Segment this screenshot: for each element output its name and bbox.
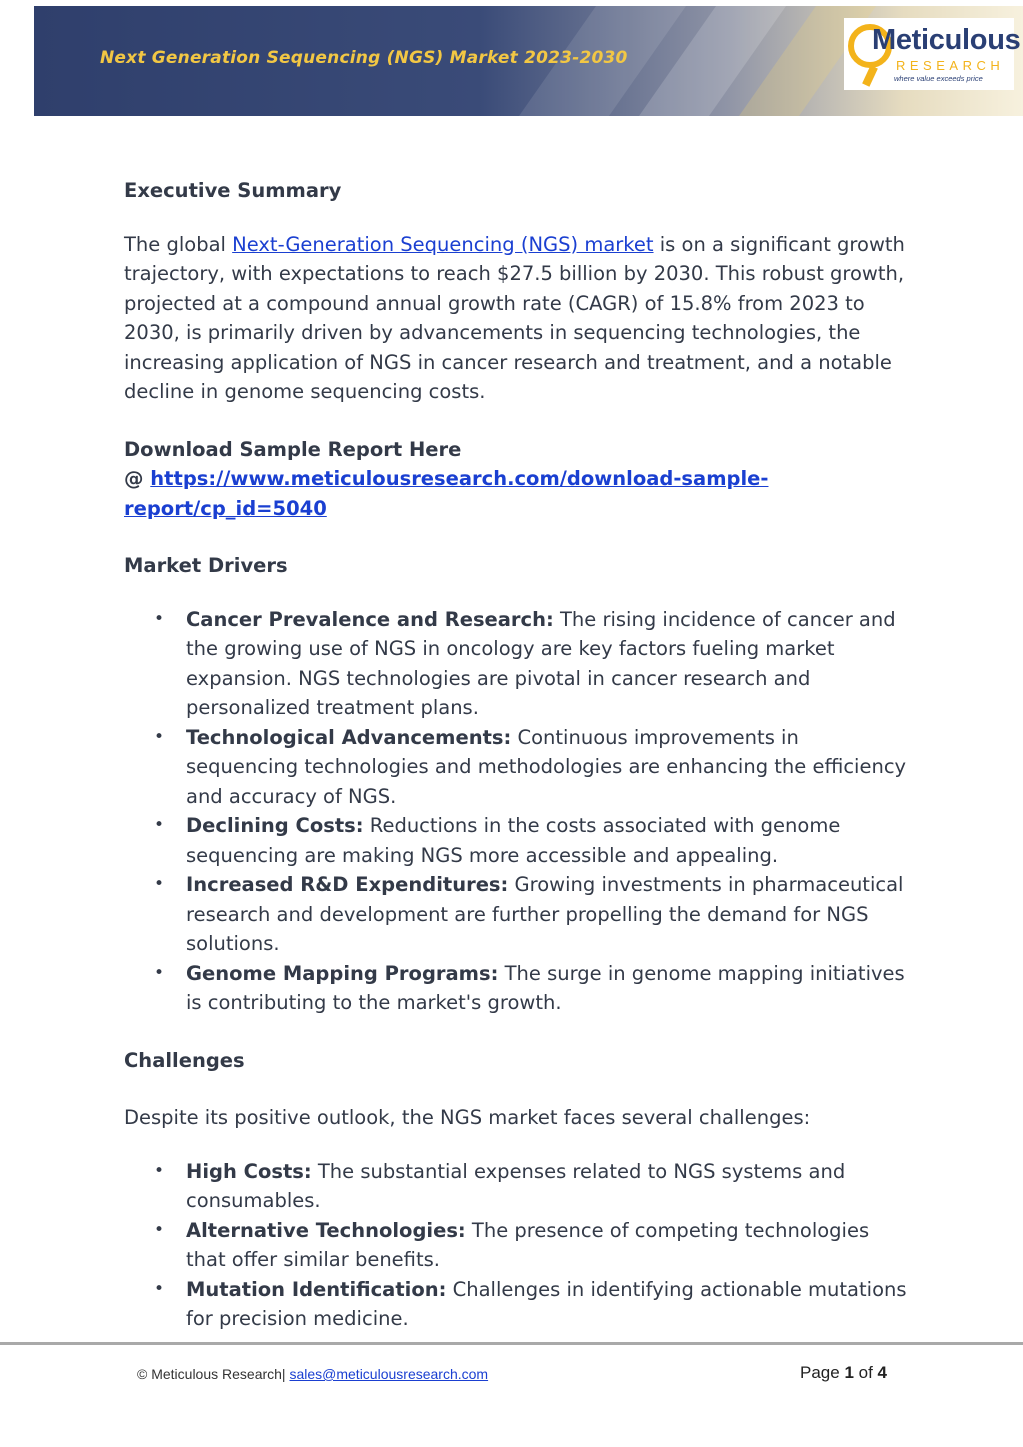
item-label: High Costs: (186, 1159, 312, 1183)
item-label: Alternative Technologies: (186, 1218, 466, 1242)
list-item (124, 811, 914, 870)
download-sample-link[interactable]: https://www.meticulousresearch.com/download-sample-report/cp_id=5040 (124, 467, 769, 520)
executive-summary-paragraph (124, 230, 914, 407)
list-item (124, 1216, 914, 1275)
item-label: Mutation Identification: (186, 1277, 447, 1301)
header-banner (34, 6, 1023, 116)
challenges-heading: Challenges (124, 1048, 245, 1072)
footer-copyright (137, 1366, 488, 1382)
item-text: The presence of competing technologies that offer similar benefits. (186, 1218, 870, 1271)
list-item (124, 723, 914, 812)
footer-divider (0, 1342, 1023, 1345)
item-text: The substantial expenses related to NGS systems and consumables. (186, 1159, 846, 1212)
logo-tagline: where value exceeds price (894, 74, 983, 83)
item-text: Challenges in identifying actionable mutations for precision medicine. (186, 1277, 907, 1330)
download-heading: Download Sample Report Here (124, 437, 462, 461)
magnifier-handle (862, 65, 878, 87)
download-prefix: @ (124, 467, 151, 490)
logo-sub: RESEARCH (896, 58, 1005, 73)
item-text: Growing investments in pharmaceutical research and development are further propelling the demand for NGS solutions. (186, 873, 904, 955)
meticulous-logo (844, 18, 1021, 90)
item-text: The surge in genome mapping initiatives is contributing to the market's growth. (186, 961, 905, 1014)
item-label: Increased R&D Expenditures: (186, 873, 509, 896)
copyright-text: © Meticulous Research| (137, 1366, 290, 1382)
item-label: Declining Costs: (186, 814, 364, 837)
market-drivers-heading: Market Drivers (124, 554, 288, 577)
list-item (124, 605, 914, 723)
sales-email-link[interactable]: sales@meticulousresearch.com (289, 1366, 489, 1382)
download-line (124, 464, 914, 523)
page-number: 1 (844, 1363, 854, 1382)
item-text: Continuous improvements in sequencing technologies and methodologies are enhancing the efficiency and accuracy of NGS. (186, 725, 907, 808)
page-indicator (800, 1363, 887, 1383)
list-item (124, 959, 914, 1018)
of-word: of (853, 1363, 878, 1382)
summary-text-end: is on a significant growth trajectory, with expectations to reach $27.5 billion by 2030. This robust growth, projected at a compound annual growth rate (CAGR) of 15.8% from 2023 to 2030, is primarily driven by advancements in sequencing technologies, the increasing application of NGS in cancer research and treatment, and a notable decline in genome sequencing costs. (124, 232, 905, 403)
page-total: 4 (877, 1363, 887, 1382)
market-drivers-list (124, 605, 914, 1018)
executive-summary-heading: Executive Summary (124, 179, 342, 202)
list-item (124, 1275, 914, 1334)
item-text: Reductions in the costs associated with genome sequencing are making NGS more accessible and appealing. (186, 814, 841, 867)
challenges-list (124, 1157, 914, 1334)
logo-name: Meticulous (872, 24, 1021, 56)
page-word: Page (800, 1363, 845, 1382)
item-label: Genome Mapping Programs: (186, 961, 499, 985)
item-label: Cancer Prevalence and Research: (186, 607, 554, 631)
banner-title: Next Generation Sequencing (NGS) Market 2023-2030 (100, 48, 628, 68)
ngs-market-link[interactable]: Next-Generation Sequencing (NGS) market (232, 232, 654, 256)
list-item (124, 1157, 914, 1216)
document-body (124, 150, 914, 1334)
list-item (124, 870, 914, 959)
summary-text-start: The global (124, 232, 233, 256)
item-text: The rising incidence of cancer and the growing use of NGS in oncology are key factors fueling market expansion. NGS technologies are pivotal in cancer research and personalized treatment plans. (186, 607, 896, 719)
item-label: Technological Advancements: (186, 725, 512, 749)
challenges-intro: Despite its positive outlook, the NGS market faces several challenges: (124, 1106, 811, 1129)
